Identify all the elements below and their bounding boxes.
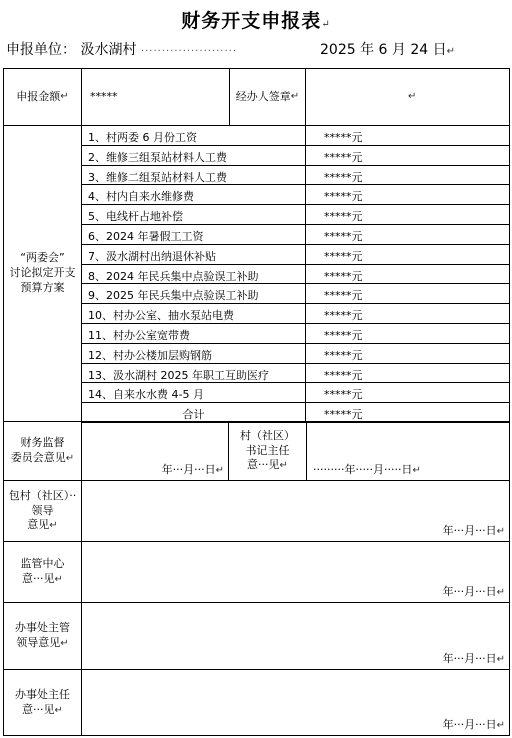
leader-dots: ······················· xyxy=(140,46,238,57)
budget-item-name-cell xyxy=(81,125,306,146)
budget-item-name-cell xyxy=(81,184,306,205)
budget-item-amount: *****元 xyxy=(324,150,363,164)
budget-item-name-cell xyxy=(81,264,306,285)
budget-item-amount-cell xyxy=(305,184,510,205)
supervision-center-opinion-cell xyxy=(81,541,510,603)
budget-item-amount-cell xyxy=(305,165,510,186)
budget-item-name: 13、汲水湖村 2025 年职工互助医疗 xyxy=(88,368,269,382)
applicant-unit-label: 申报单位： xyxy=(6,42,76,58)
budget-item-amount-cell xyxy=(305,224,510,245)
village-secretary-date: ·········年·····月·····日↵ xyxy=(313,463,421,476)
budget-item-name: 5、电线杆占地补偿 xyxy=(88,210,183,224)
office-director-label-cell: 办事处主任 意···见↵ xyxy=(3,669,82,736)
budget-item-name: 2、维修三组泵站材料人工费 xyxy=(88,150,227,164)
budget-item-amount-cell xyxy=(305,145,510,166)
budget-item-name: 9、2025 年民兵集中点验误工补助 xyxy=(88,289,259,303)
budget-item-name: 1、村两委 6 月份工资 xyxy=(88,131,197,144)
budget-item-name: 6、2024 年暑假工工资 xyxy=(88,230,204,243)
budget-item-name-cell xyxy=(81,303,306,324)
budget-item-amount: *****元 xyxy=(324,309,363,323)
budget-item-name: 4、村内自来水维修费 xyxy=(88,190,194,204)
office-director-opinion-cell xyxy=(81,669,510,736)
village-secretary-opinion-cell xyxy=(306,421,510,481)
budget-item-amount-cell xyxy=(305,343,510,364)
amount-value: ***** xyxy=(90,90,118,103)
budget-item-name: 3、维修二组泵站材料人工费 xyxy=(88,170,227,184)
budget-item-name-cell xyxy=(81,204,306,225)
budget-item-amount: *****元 xyxy=(324,131,363,144)
budget-item-name-cell xyxy=(81,165,306,186)
budget-item-amount: *****元 xyxy=(324,269,363,283)
finance-supervision-label-cell: 财务监督 委员会意见↵ xyxy=(3,421,82,481)
budget-item-name: 8、2024 年民兵集中点验误工补助 xyxy=(88,269,259,283)
budget-item-amount-cell xyxy=(305,323,510,344)
budget-item-name: 10、村办公室、抽水泵站电费 xyxy=(88,309,234,323)
form-title: 财务开支申报表↵ xyxy=(181,10,331,32)
budget-item-name-cell xyxy=(81,283,306,304)
budget-item-name-cell xyxy=(81,224,306,245)
budget-item-amount-cell xyxy=(305,363,510,384)
budget-item-amount: *****元 xyxy=(324,289,363,303)
budget-item-amount: *****元 xyxy=(324,368,363,382)
office-supervisor-date: 年···月···日↵ xyxy=(442,652,505,665)
applicant-unit-line xyxy=(6,39,506,59)
village-leader-label-cell: 包村（社区）··领导 意见↵ xyxy=(3,480,82,542)
application-date: 2025 年 6 月 24 日↵ xyxy=(320,42,455,58)
budget-item-amount-cell xyxy=(305,283,510,304)
village-leader-date: 年···月···日↵ xyxy=(442,524,505,537)
handler-signature-cell xyxy=(305,68,510,126)
budget-item-name: 7、汲水湖村出纳退休补贴 xyxy=(88,249,216,263)
office-director-date: 年···月···日↵ xyxy=(442,718,505,731)
supervision-center-date: 年···月···日↵ xyxy=(442,585,505,598)
budget-item-name-cell xyxy=(81,145,306,166)
budget-item-amount: *****元 xyxy=(324,230,363,243)
finance-supervision-opinion-cell xyxy=(81,421,229,481)
budget-item-amount: *****元 xyxy=(324,388,363,402)
budget-item-amount: *****元 xyxy=(324,210,363,224)
budget-total-label: 合计 xyxy=(182,408,205,422)
budget-item-name-cell xyxy=(81,323,306,344)
budget-item-name-cell xyxy=(81,343,306,364)
expense-form-table xyxy=(3,68,510,736)
paragraph-mark: ↵ xyxy=(321,19,331,30)
budget-item-amount-cell xyxy=(305,303,510,324)
budget-item-amount-cell xyxy=(305,244,510,265)
budget-item-name: 12、村办公楼加层购钢筋 xyxy=(88,348,212,362)
village-leader-opinion-cell xyxy=(81,480,510,542)
budget-total-label-cell xyxy=(81,402,306,423)
budget-total-amount-cell xyxy=(305,402,510,423)
budget-item-name-cell xyxy=(81,244,306,265)
office-supervisor-opinion-cell xyxy=(81,602,510,670)
amount-label-cell: 申报金额 ↵ xyxy=(3,68,82,126)
paragraph-mark: ↵ xyxy=(408,91,417,102)
handler-signature-label-cell: 经办人签章 ↵ xyxy=(229,68,306,126)
budget-item-amount: *****元 xyxy=(324,348,363,362)
budget-item-name: 11、村办公室宽带费 xyxy=(88,329,190,342)
budget-item-name-cell xyxy=(81,363,306,384)
budget-item-amount: *****元 xyxy=(324,170,363,184)
office-supervisor-label-cell: 办事处主管 领导意见↵ xyxy=(3,602,82,670)
supervision-center-label-cell: 监管中心 意···见↵ xyxy=(3,541,82,603)
applicant-unit-name: 汲水湖村 xyxy=(80,42,137,58)
budget-item-amount: *****元 xyxy=(324,190,363,204)
budget-item-amount-cell xyxy=(305,204,510,225)
budget-item-amount: *****元 xyxy=(324,329,363,342)
budget-item-amount-cell xyxy=(305,125,510,146)
amount-value-cell xyxy=(81,68,230,126)
budget-total-amount: *****元 xyxy=(324,408,363,422)
finance-supervision-date: 年···月···日↵ xyxy=(161,463,224,476)
budget-item-name: 14、自来水水费 4-5 月 xyxy=(88,388,204,402)
budget-item-amount: *****元 xyxy=(324,249,363,263)
budget-item-amount-cell xyxy=(305,382,510,403)
budget-item-amount-cell xyxy=(305,264,510,285)
budget-item-name-cell xyxy=(81,382,306,403)
budget-plan-label-cell: “两委会” 讨论拟定开支 预算方案 xyxy=(3,125,82,422)
village-secretary-label-cell: 村（社区） 书记主任 意···见↵ xyxy=(228,421,307,481)
